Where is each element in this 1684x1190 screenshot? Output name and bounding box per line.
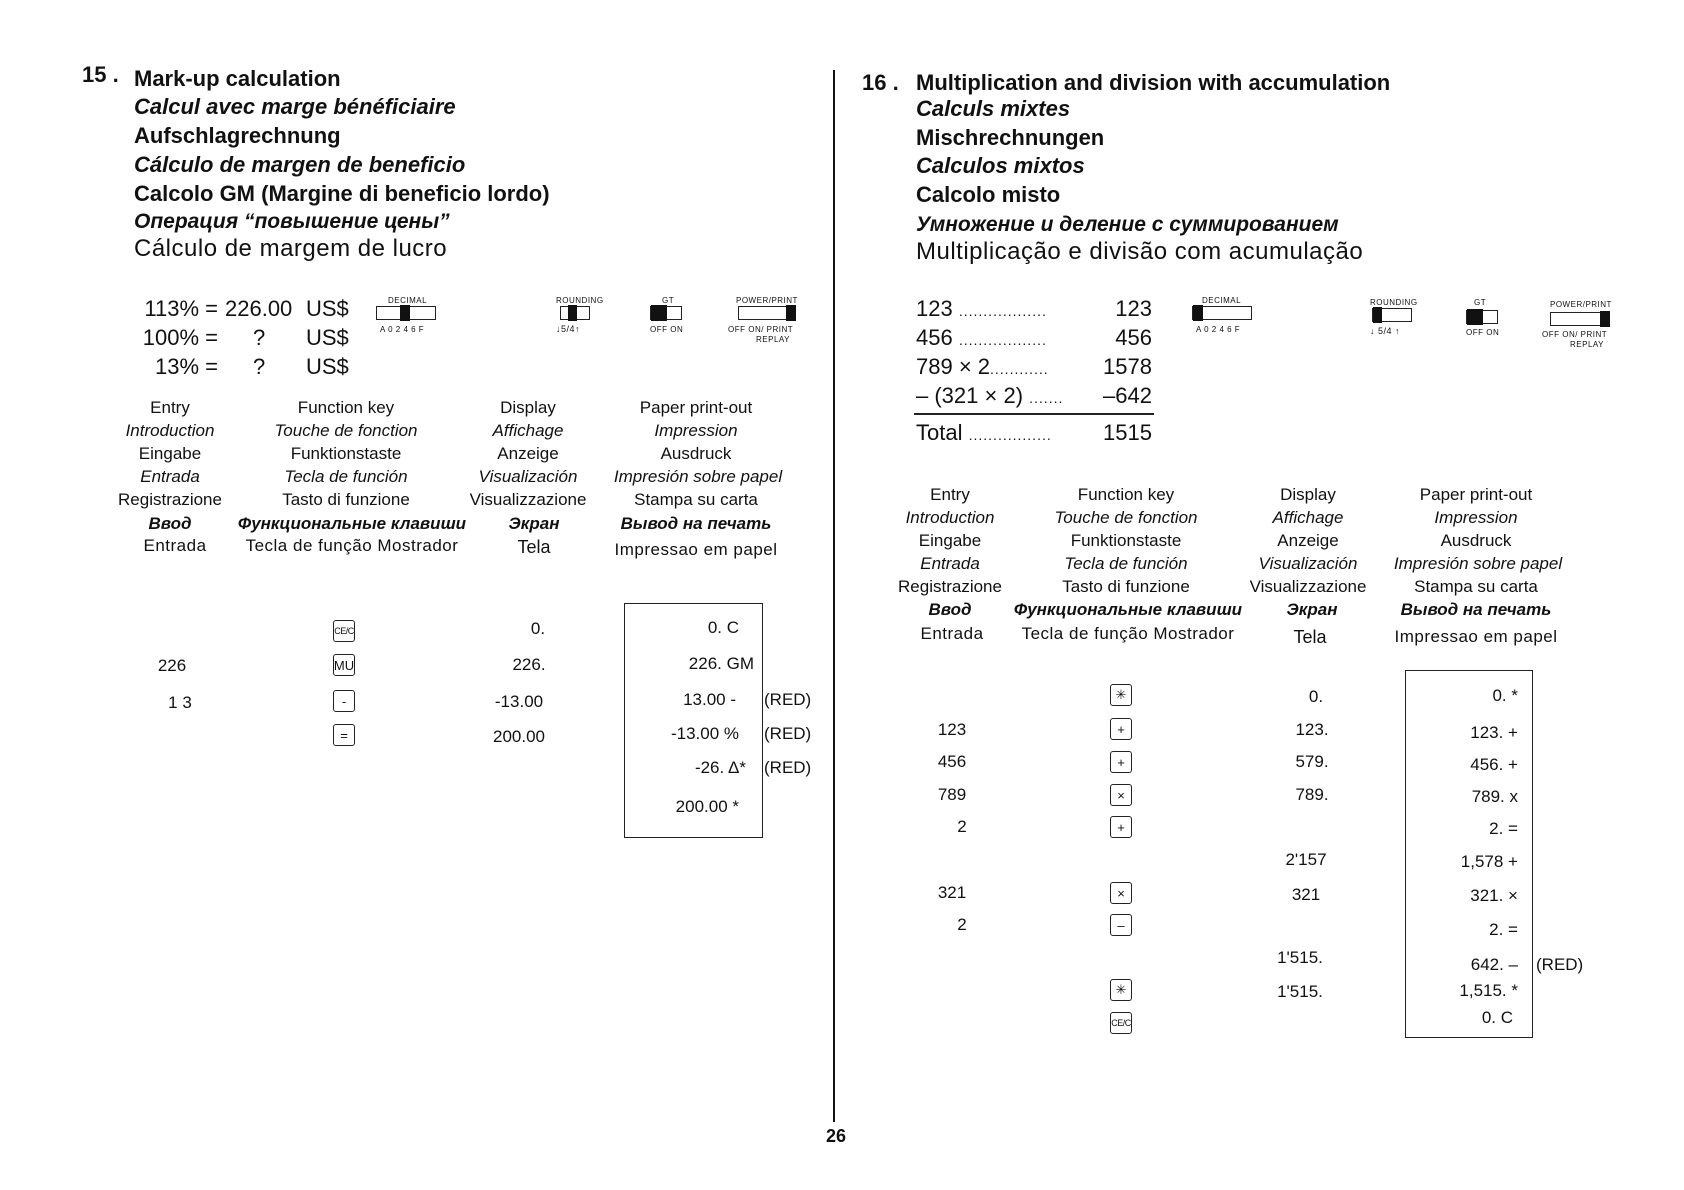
tape-line: 1,515. * (1459, 981, 1518, 1000)
header-paper: Вывод на печать (620, 514, 772, 533)
title-es: Calculos mixtos (916, 153, 1085, 178)
gt-scale: OFF ON (1466, 328, 1500, 337)
problem-value: ? (253, 325, 266, 350)
title-de: Aufschlagrechnung (134, 123, 341, 148)
plus-key[interactable]: + (1110, 816, 1132, 838)
title-es: Cálculo de margen de beneficio (134, 152, 466, 177)
problem-value: –642 (1103, 383, 1152, 408)
power-label: POWER/PRINT (1550, 300, 1612, 309)
entry-value: 789 (937, 785, 967, 804)
display-value: 123. (1295, 720, 1329, 739)
equals-key[interactable]: = (333, 724, 355, 746)
title-en: Multiplication and division with accumulation (916, 70, 1391, 95)
multiply-key[interactable]: × (1110, 882, 1132, 904)
problem-value: 123 (1115, 296, 1152, 321)
header-function-key: Funktionstaste (1070, 531, 1182, 550)
header-display: Affichage (492, 421, 564, 440)
decimal-scale: A 0 2 4 6 F (1196, 325, 1241, 334)
header-function-key: Tasto di funzione (1062, 577, 1190, 596)
up-arrow-icon: ↑ (575, 324, 581, 334)
header-entry: Registrazione (898, 577, 1002, 596)
power-scale-2: REPLAY (756, 335, 790, 344)
tape-line: 2. = (1489, 819, 1518, 838)
red-note: (RED) (1536, 955, 1584, 974)
tape-line: 13.00 - (683, 690, 736, 709)
entry-value: 2 (957, 915, 967, 934)
header-function-key: Tasto di funzione (282, 490, 410, 509)
header-function-key: Функциональные клавиши (1013, 600, 1243, 619)
problem-pct: 113% = (144, 296, 218, 321)
power-scale: OFF ON/ PRINT (1542, 330, 1608, 339)
header-display: Visualización (478, 467, 578, 486)
title-it: Calcolo misto (916, 182, 1061, 207)
decimal-knob (400, 305, 410, 321)
minus-key[interactable]: – (1110, 914, 1132, 936)
plus-key[interactable]: + (1110, 718, 1132, 740)
header-paper: Paper print-out (1419, 485, 1533, 504)
problem-value: 456 (1115, 325, 1152, 350)
problem-pct: 100% = (142, 325, 218, 350)
up-arrow-icon: ↑ (1395, 326, 1401, 336)
tape-line: -26. Δ* (694, 758, 746, 777)
header-function-key: Tecla de função Mostrador (245, 536, 459, 555)
down-arrow-icon: ↓ (556, 324, 561, 334)
rounding-knob (1373, 307, 1382, 323)
grand-total-key[interactable]: ✳ (1110, 684, 1132, 706)
header-display: Affichage (1272, 508, 1344, 527)
power-label: POWER/PRINT (736, 296, 798, 305)
header-display: Anzeige (1277, 531, 1339, 550)
header-entry: Introduction (905, 508, 995, 527)
display-value: 0. (530, 619, 546, 638)
tape-line: 2. = (1489, 920, 1518, 939)
display-value: 579. (1295, 752, 1329, 771)
entry-value: 123 (937, 720, 967, 739)
header-paper: Impression (654, 421, 738, 440)
entry-value: 321 (937, 883, 967, 902)
header-entry: Entry (930, 485, 970, 504)
decimal-scale: A 0 2 4 6 F (380, 325, 425, 334)
tape-line: 0. C (1481, 1008, 1513, 1027)
gt-knob (651, 305, 667, 321)
section-number: 16 . (862, 70, 899, 95)
multiply-key[interactable]: × (1110, 784, 1132, 806)
header-paper: Impression (1434, 508, 1518, 527)
decimal-label: DECIMAL (1202, 296, 1242, 305)
header-entry: Eingabe (138, 444, 202, 463)
header-entry: Eingabe (918, 531, 982, 550)
problem-currency: US$ (306, 325, 349, 350)
page-number: 26 (826, 1126, 847, 1146)
problem-expression: 123 .................. (916, 296, 1047, 321)
title-ru: Операция “повышение цены” (134, 210, 450, 233)
title-de: Mischrechnungen (916, 125, 1105, 150)
problem-value: 226.00 (225, 296, 293, 321)
header-function-key: Tecla de função Mostrador (1021, 624, 1235, 643)
ce-c-key[interactable]: CE/C (333, 620, 355, 642)
header-display: Экран (508, 514, 560, 533)
header-display: Tela (517, 537, 551, 557)
gt-label: GT (1474, 298, 1487, 307)
power-knob (1600, 311, 1610, 327)
header-entry: Ввод (928, 600, 972, 619)
rounding-knob (568, 305, 577, 321)
entry-value: 226 (157, 656, 187, 675)
entry-value: 1 3 (168, 693, 192, 712)
header-function-key: Funktionstaste (290, 444, 402, 463)
header-display: Visualización (1258, 554, 1358, 573)
header-paper: Вывод на печать (1400, 600, 1552, 619)
decimal-label: DECIMAL (388, 296, 428, 305)
tape-line: 200.00 * (675, 797, 739, 816)
plus-key[interactable]: + (1110, 751, 1132, 773)
header-entry: Entrada (920, 554, 980, 573)
tape-line: 642. – (1470, 955, 1518, 974)
display-value: 1'515. (1277, 948, 1323, 967)
power-scale: OFF ON/ PRINT (728, 325, 794, 334)
tape-line: 226. GM (688, 654, 754, 673)
display-value: 321 (1291, 885, 1321, 904)
problem-total-value: 1515 (1103, 420, 1152, 445)
rounding-label: ROUNDING (1370, 298, 1418, 307)
tape-line: 123. + (1470, 723, 1518, 742)
header-function-key: Tecla de función (284, 467, 408, 486)
header-function-key: Function key (297, 398, 395, 417)
header-entry: Introduction (125, 421, 215, 440)
tape-line: 0. * (1492, 686, 1518, 705)
display-value: 200.00 (493, 727, 545, 746)
grand-total-key[interactable]: ✳ (1110, 979, 1132, 1001)
display-value: -13.00 (494, 692, 544, 711)
entry-value: 2 (957, 817, 967, 836)
problem-expression: – (321 × 2) ....... (916, 383, 1064, 408)
header-entry: Registrazione (118, 490, 222, 509)
gt-scale: OFF ON (650, 325, 684, 334)
display-value: 1'515. (1277, 982, 1323, 1001)
title-fr: Calcul avec marge bénéficiaire (134, 94, 456, 119)
header-function-key: Touche de fonction (274, 421, 418, 440)
header-display: Display (500, 398, 556, 417)
header-paper: Ausdruck (660, 444, 732, 463)
header-paper: Stampa su carta (1414, 577, 1538, 596)
header-entry: Ввод (148, 514, 192, 533)
decimal-knob (1193, 305, 1203, 321)
header-function-key: Функциональные клавиши (237, 514, 467, 533)
problem-pct: 13% = (155, 354, 218, 379)
header-display: Tela (1293, 627, 1327, 647)
display-value: 2'157 (1285, 850, 1327, 869)
header-function-key: Touche de fonction (1054, 508, 1198, 527)
header-display: Display (1280, 485, 1336, 504)
title-pt: Cálculo de margem de lucro (134, 235, 448, 262)
header-paper: Paper print-out (639, 398, 753, 417)
problem-currency: US$ (306, 354, 349, 379)
problem-expression: 789 × 2............ (916, 354, 1049, 379)
header-display: Экран (1286, 600, 1338, 619)
header-paper: Impresión sobre papel (1393, 554, 1563, 573)
section-number: 15 . (82, 62, 119, 87)
gt-label: GT (662, 296, 675, 305)
display-value: 226. (512, 655, 546, 674)
header-entry: Entrada (920, 624, 984, 643)
header-paper: Impressao em papel (614, 540, 778, 559)
tape-line: 321. × (1470, 886, 1518, 905)
red-note: (RED) (764, 724, 812, 743)
header-paper: Stampa su carta (634, 490, 758, 509)
problem-expression: 456 .................. (916, 325, 1047, 350)
header-function-key: Tecla de función (1064, 554, 1188, 573)
tape-line: -13.00 % (670, 724, 739, 743)
header-paper: Impressao em papel (1394, 627, 1558, 646)
tape-line: 0. C (707, 618, 739, 637)
title-it: Calcolo GM (Margine di beneficio lordo) (134, 181, 550, 206)
header-entry: Entrada (143, 536, 207, 555)
problem-currency: US$ (306, 296, 349, 321)
power-scale-2: REPLAY (1570, 340, 1604, 349)
header-entry: Entry (150, 398, 190, 417)
header-display: Visualizzazione (469, 490, 587, 509)
gt-knob (1467, 309, 1483, 325)
title-fr: Calculs mixtes (916, 96, 1071, 121)
header-display: Visualizzazione (1249, 577, 1367, 596)
tape-line: 789. x (1471, 787, 1518, 806)
header-display: Anzeige (497, 444, 559, 463)
rounding-scale: ↓5/4↑ (556, 324, 581, 334)
problem-total-label: Total ................. (916, 420, 1052, 445)
header-paper: Impresión sobre papel (613, 467, 783, 486)
sum-rule (914, 413, 1154, 415)
tape-line: 456. + (1470, 755, 1518, 774)
header-paper: Ausdruck (1440, 531, 1512, 550)
problem-value: 1578 (1103, 354, 1152, 379)
entry-value: 456 (937, 752, 967, 771)
display-value: 0. (1308, 687, 1324, 706)
tape-line: 1,578 + (1460, 852, 1518, 871)
problem-value: ? (253, 354, 266, 379)
header-entry: Entrada (140, 467, 200, 486)
minus-key[interactable]: - (333, 690, 355, 712)
rounding-scale: ↓ 5/4 ↑ (1370, 326, 1401, 336)
red-note: (RED) (764, 690, 812, 709)
title-pt: Multiplicação e divisão com acumulação (916, 238, 1364, 265)
power-knob (786, 305, 796, 321)
down-arrow-icon: ↓ (1370, 326, 1375, 336)
ce-c-key[interactable]: CE/C (1110, 1012, 1132, 1034)
mu-key[interactable]: MU (333, 654, 355, 676)
red-note: (RED) (764, 758, 812, 777)
display-value: 789. (1295, 785, 1329, 804)
title-ru: Умножение и деление с суммированием (916, 213, 1339, 236)
header-function-key: Function key (1077, 485, 1175, 504)
column-divider (833, 70, 835, 1122)
title-en: Mark-up calculation (134, 66, 341, 91)
rounding-label: ROUNDING (556, 296, 604, 305)
